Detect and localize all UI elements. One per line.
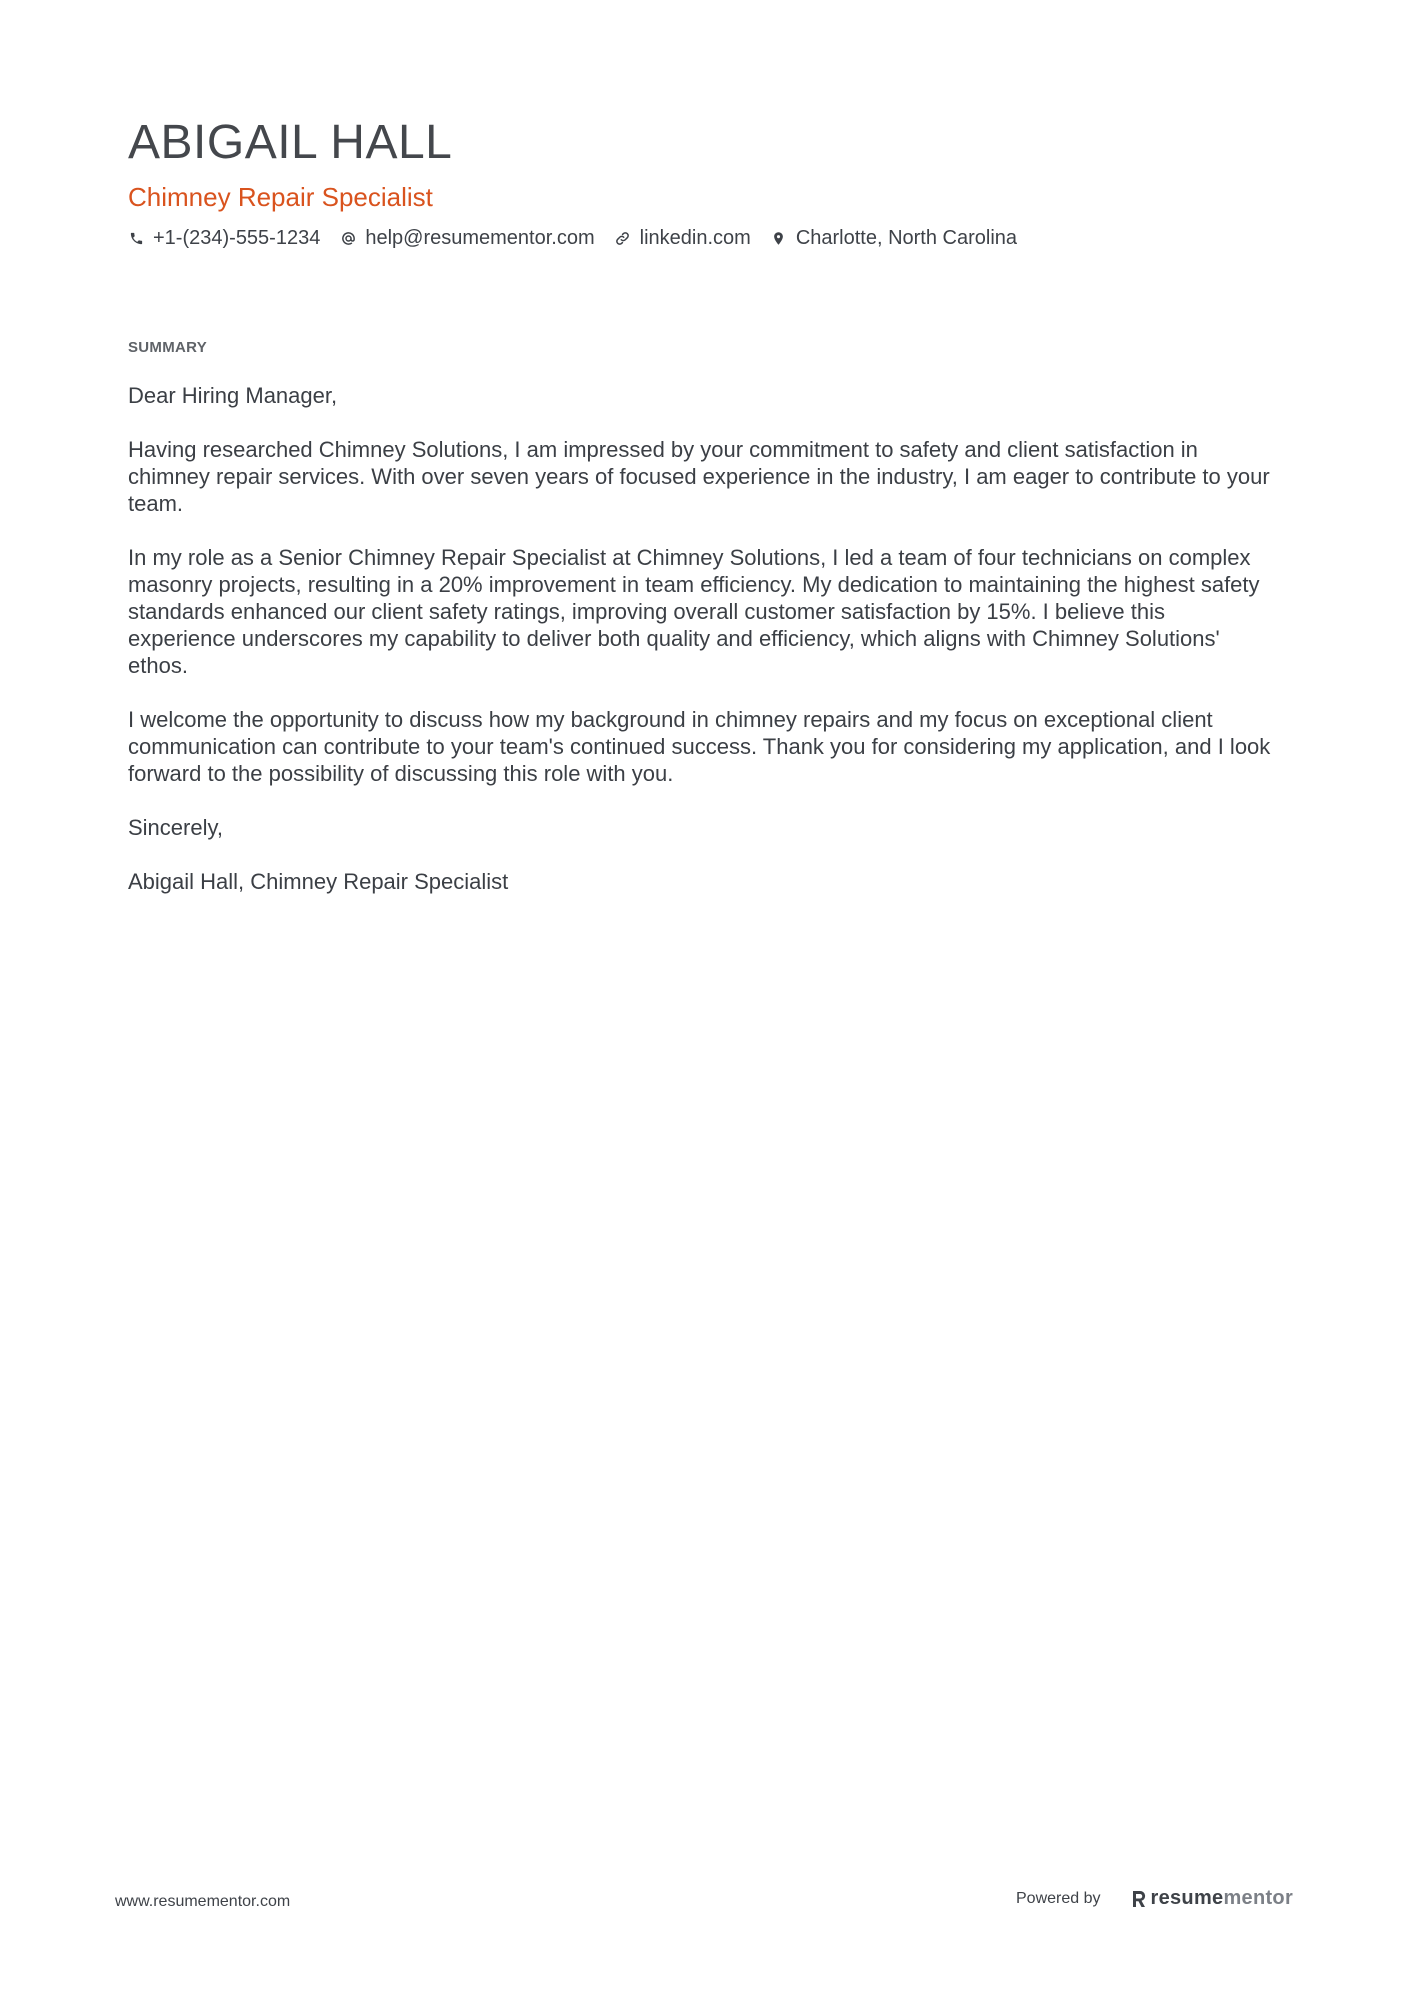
- at-icon: [340, 230, 356, 246]
- contact-linkedin: [615, 224, 751, 252]
- paragraph: Having researched Chimney Solutions, I am impressed by your commitment to safety and client satisfaction in chimney repair services. With over seven years of focused experience in the industry, I am eager to contribute to your team.: [128, 437, 1270, 516]
- greeting: Dear Hiring Manager,: [128, 383, 338, 408]
- paragraph: I welcome the opportunity to discuss how my background in chimney repairs and my focus on exceptional client communication can contribute to your team's continued success. Thank you for considering my application, and I look forward to the possibility of discussing this role with you.: [128, 707, 1271, 786]
- letter-body: [128, 382, 1278, 895]
- candidate-name: ABIGAIL HALL: [128, 116, 453, 169]
- contact-location: [771, 224, 1017, 252]
- section-title: SUMMARY: [128, 339, 208, 356]
- powered-by-label: Powered by: [1016, 1889, 1101, 1907]
- phone-icon: [128, 230, 144, 246]
- contact-row: [128, 224, 1288, 252]
- contact-phone: [128, 224, 320, 252]
- phone-text: +1-(234)-555-1234: [153, 227, 321, 249]
- signature: Abigail Hall, Chimney Repair Specialist: [128, 869, 509, 894]
- summary-section: [128, 338, 1278, 922]
- brand-name-part1: resume: [1150, 1887, 1224, 1909]
- header: [128, 112, 1288, 252]
- resumementor-logo-icon: [1131, 1889, 1147, 1909]
- footer-branding: [1016, 1887, 1293, 1910]
- location-pin-icon: [771, 230, 787, 246]
- brand-logo[interactable]: [1131, 1887, 1294, 1910]
- location-text: Charlotte, North Carolina: [795, 227, 1018, 249]
- contact-email: [340, 224, 594, 252]
- brand-name-part2: mentor: [1223, 1887, 1294, 1909]
- footer-website[interactable]: www.resumementor.com: [115, 1893, 291, 1910]
- closing: Sincerely,: [128, 815, 223, 840]
- link-icon: [615, 230, 631, 246]
- job-title: Chimney Repair Specialist: [128, 182, 433, 212]
- email-text: help@resumementor.com: [365, 227, 595, 249]
- linkedin-text: linkedin.com: [639, 227, 751, 249]
- paragraph: In my role as a Senior Chimney Repair Specialist at Chimney Solutions, I led a team of four technicians on complex masonry projects, resulting in a 20% improvement in team efficiency. My dedication to maintaining the highest safety standards enhanced our client safety ratings, improving overall customer satisfaction by 15%. I believe this experience underscores my capability to deliver both quality and efficiency, which aligns with Chimney Solutions' ethos.: [128, 545, 1260, 678]
